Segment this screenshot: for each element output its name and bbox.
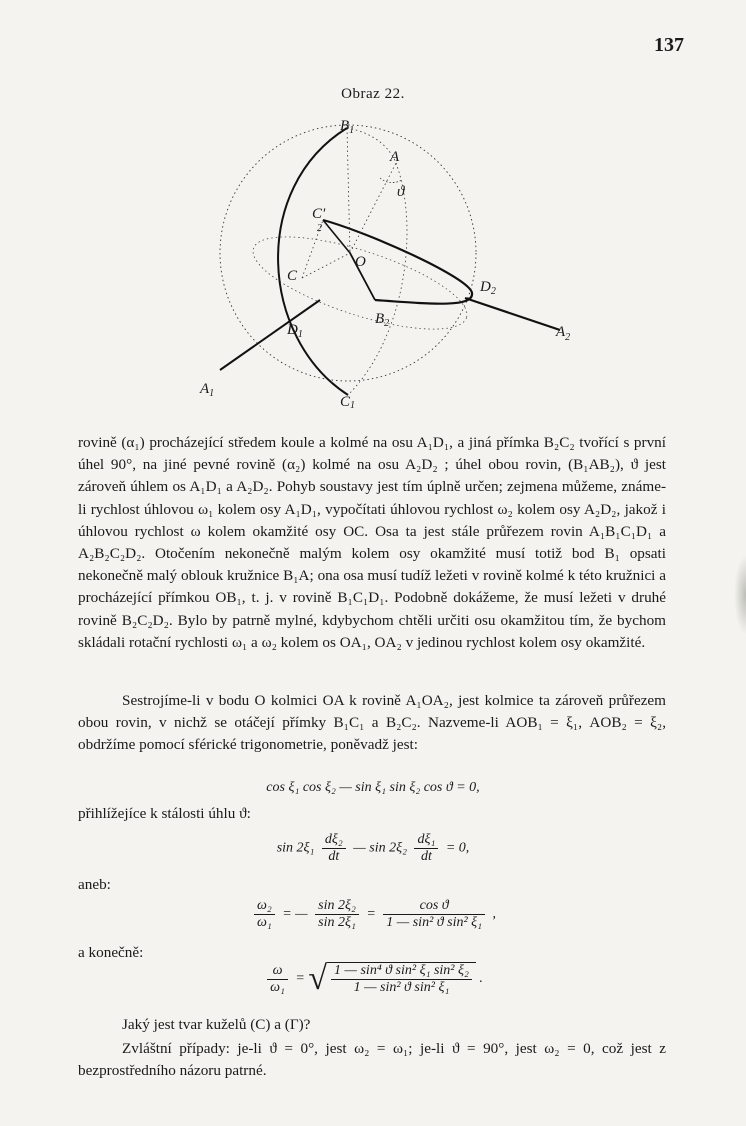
eq4-l-num: ω (267, 963, 288, 980)
eq3-left-fraction (254, 898, 275, 931)
sqrt-sign-icon: √ (308, 960, 328, 997)
arc-b1-a (347, 128, 396, 163)
figure-sphere-diagram (190, 108, 590, 408)
eq3-r-num: cos ϑ (383, 898, 485, 915)
label-theta: ϑ (397, 184, 405, 200)
label-a: A (390, 149, 400, 165)
eq2-f1-num: dξ₂ (322, 832, 346, 849)
equation-4 (0, 960, 746, 998)
figure-caption: Obraz 22. (341, 86, 405, 102)
equation-1: cos ξ₁ cos ξ₂ — sin ξ₁ sin ξ₂ cos ϑ = 0, (266, 780, 480, 795)
label-o: O (355, 254, 366, 270)
eq2-f2-num: dξ₁ (414, 832, 438, 849)
eq2-fraction-2 (414, 832, 438, 865)
eq2-fraction-1 (322, 832, 346, 865)
line-c-o (302, 253, 350, 278)
eq2-f1-den: dt (328, 849, 340, 864)
eq4-eq: = (295, 971, 305, 987)
equation-3 (0, 898, 746, 931)
eq3-eq1: = — (282, 906, 308, 922)
eq2-term-b: — sin 2ξ₂ (353, 840, 407, 856)
eq4-l-den: ω₁ (270, 979, 285, 995)
line-b1-o (347, 128, 350, 253)
paragraph-2 (78, 690, 666, 757)
line-o-a (350, 163, 396, 253)
eq3-right-fraction (383, 898, 485, 931)
question: Jaký jest tvar kuželů (C) a (Γ)? (122, 1016, 311, 1033)
great-circle-arc-b1c1 (278, 128, 348, 395)
axis-a1-o (220, 300, 320, 370)
eq4-r-num: 1 — sin⁴ ϑ sin² ξ₁ sin² ξ₂ (331, 963, 472, 980)
paragraph-1 (78, 432, 666, 654)
eq4-r-den: 1 — sin² ϑ sin² ξ₁ (353, 980, 450, 995)
scan-edge-shadow (734, 555, 746, 635)
intro-2: aneb: (78, 876, 111, 893)
label-b1: $B_1$ (340, 118, 355, 136)
paragraph-3 (78, 1038, 666, 1082)
eq3-tail: , (492, 906, 497, 922)
paragraph-2-text: Sestrojíme-li v bodu O kolmici OA k rovině A₁OA₂, jest kolmice ta zároveň průřezem obou rovin, v nichž se otáčejí přímky B₁C₁ a B₂C₂. Nazveme-li AOB₁ = ξ₁, AOB₂ = ξ₂, obdržíme pomocí sférické trigonometrie, poněvadž jest: (78, 692, 666, 754)
label-a1: $A_1$ (200, 381, 215, 399)
label-d1: $D_1$ (287, 322, 303, 340)
paragraph-1-text: rovině (α₁) procházející středem koule a kolmé na osu A₁D₁, a jiná přímka B₂C₂ tvořící s první úhel 90°, na jiné pevné rovině (α₂) kolmé na osu A₂D₂ ; úhel obou rovin, (B₁AB₂), ϑ jest zároveň úhlem os A₁D₁ a A₂D₂. Pohyb soustavy jest tím úplně určen; zejmena můžeme, známe-li rychlost úhlovou ω₁ kolem osy A₁D₁, vypočítati úhlovou rychlost ω₂ kolem osy A₂D₂, jakož i úhlovou rychlost ω kolem okamžité osy OC. Osa ta jest stále průřezem rovin A₁B₁C₁D₁ a A₂B₂C₂D₂. Otočením nekonečně malým kolem osy okamžité musí totiž bod B₁ opsati nekonečně malý oblouk kružnice B₁A; ona osa musí tudíž ležeti v rovině kolmé k této kružnici a procházející přímkou OB₁, t. j. v rovině B₁C₁D₁. Podobně dokážeme, že musí ležeti v druhé rovině B₂C₂D₂. Bylo by patrně mylné, kdybychom chtěli určiti osu okamžitou tím, že bychom skládali rotační rychlosti ω₁ a ω₂ kolem os OA₁, OA₂ v jedinou rychlost kolem osy okamžité. (78, 434, 666, 651)
eq4-left-fraction (267, 963, 288, 996)
label-c-prime: C' (312, 206, 326, 222)
eq3-l-num: ω₂ (254, 898, 275, 915)
equation-2 (0, 832, 746, 865)
eq3-l-den: ω₁ (256, 915, 272, 930)
label-c1: C1 (340, 394, 356, 408)
eq2-tail: = 0, (445, 840, 470, 856)
eq2-term-a: sin 2ξ₁ (276, 840, 315, 856)
axis-o-a2 (465, 298, 560, 330)
eq3-m-den: sin 2ξ₁ (318, 915, 356, 930)
label-c: C (287, 268, 298, 284)
label-b2: $B_2$ (375, 311, 390, 329)
eq4-tail: . (479, 971, 483, 987)
label-d2: $D_2$ (480, 279, 496, 297)
sphere-diagram-svg (190, 108, 590, 408)
intro-3: a konečně: (78, 944, 144, 961)
eq4-sqrt (327, 962, 476, 996)
eq3-mid-fraction (315, 898, 359, 931)
paragraph-3-text: Zvláštní případy: je-li ϑ = 0°, jest ω₂ = ω₁; je-li ϑ = 90°, jest ω₂ = 0, což jest z bezprostředního názoru patrné. (78, 1040, 666, 1080)
theta-angle-arc (380, 178, 402, 183)
eq3-m-num: sin 2ξ₂ (315, 898, 359, 915)
eq2-f2-den: dt (420, 849, 432, 864)
eq3-eq2: = (366, 906, 376, 922)
label-two: 2 (317, 223, 322, 234)
intro-1: přihlížejíce k stálosti úhlu ϑ: (78, 805, 251, 822)
eq4-right-fraction (331, 963, 472, 996)
rotation-ellipse (323, 220, 472, 304)
eq3-r-den: 1 — sin² ϑ sin² ξ₁ (386, 915, 483, 930)
page-number: 137 (654, 34, 684, 56)
label-a2: $A_2$ (556, 324, 571, 343)
